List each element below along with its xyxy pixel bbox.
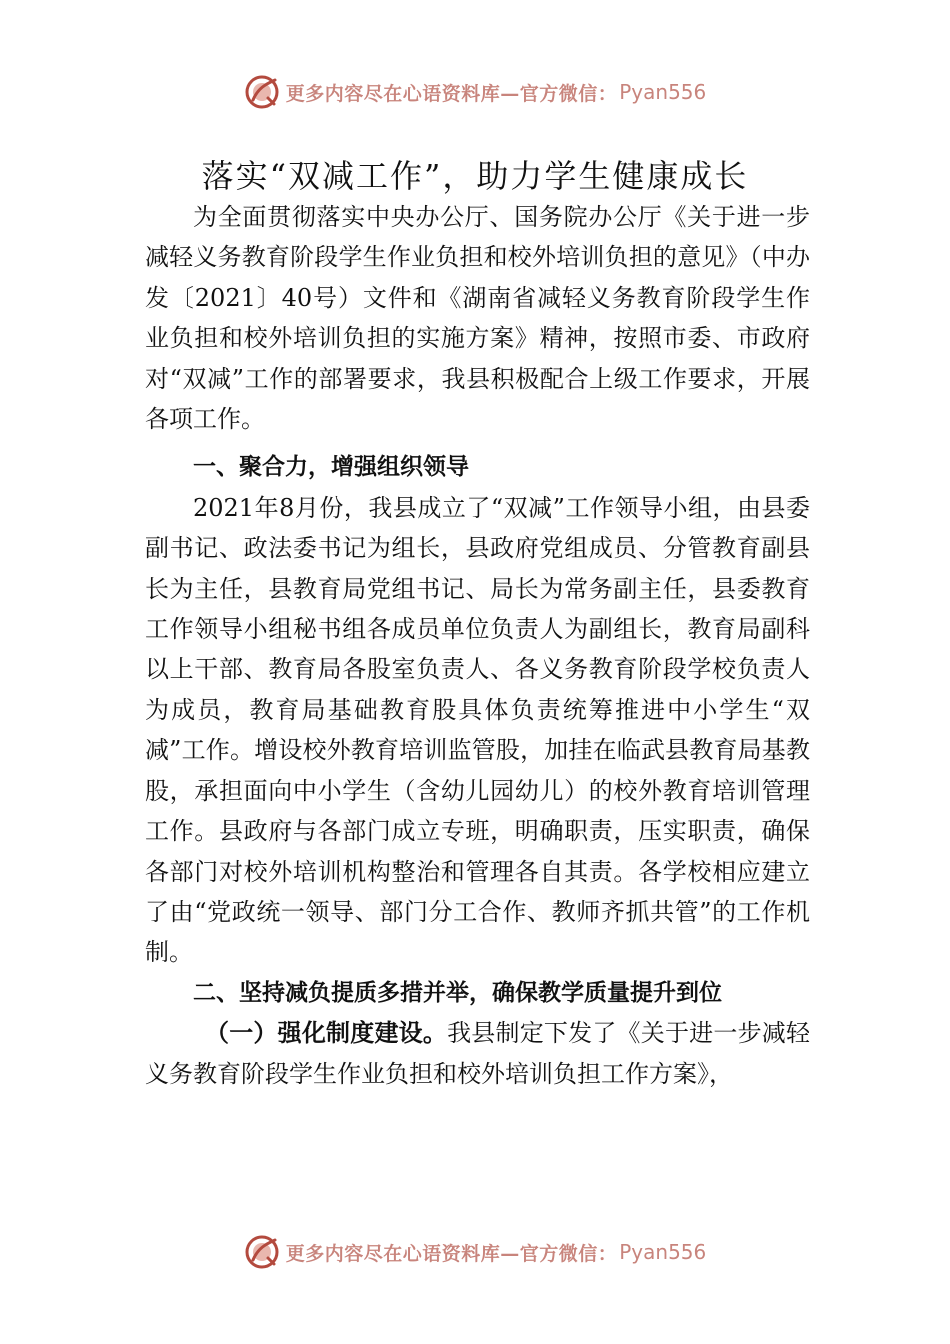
watermark-wechat-id: Pyan556 (619, 80, 707, 104)
brand-logo-icon (244, 74, 280, 110)
bottom-watermark-banner (0, 1232, 950, 1272)
watermark-wechat-id: Pyan556 (619, 1240, 707, 1264)
section-2-heading: 二、坚持减负提质多措并举，确保教学质量提升到位 (193, 979, 722, 1006)
document-body (145, 197, 810, 1094)
intro-paragraph: 为全面贯彻落实中央办公厅、国务院办公厅《关于进一步减轻义务教育阶段学生作业负担和校外培训负担的意见》（中办发〔2021〕40号）文件和《湖南省减轻义务教育阶段学生作业负担和校外培训负担的实施方案》精神，按照市委、市政府对“双减”工作的部署要求，我县积极配合上级工作要求，开展各项工作。 (145, 203, 810, 434)
section-1-paragraph: 2021年8月份，我县成立了“双减”工作领导小组，由县委副书记、政法委书记为组长，县政府党组成员、分管教育副县长为主任，县教育局党组书记、局长为常务副主任，县委教育工作领导小组秘书组各成员单位负责人为副组长，教育局副科以上干部、教育局各股室负责人、各义务教育阶段学校负责人为成员，教育局基础教育股具体负责统筹推进中小学生“双减”工作。增设校外教育培训监管股，加挂在临武县教育局基教股，承担面向中小学生（含幼儿园幼儿）的校外教育培训管理工作。县政府与各部门成立专班，明确职责，压实职责，确保各部门对校外培训机构整治和管理各自其责。各学校相应建立了由“党政统一领导、部门分工合作、教师齐抓共管”的工作机制。 (145, 493, 810, 967)
section-1-heading: 一、聚合力，增强组织领导 (193, 454, 469, 481)
subsection-1-paragraph (145, 1013, 810, 1094)
watermark-text: 更多内容尽在心语资料库—官方微信： (285, 1242, 618, 1265)
watermark-text: 更多内容尽在心语资料库—官方微信： (285, 82, 618, 105)
subsection-1-lead: （一）强化制度建设。 (205, 1019, 448, 1048)
top-watermark-banner (0, 72, 950, 112)
brand-logo-icon (244, 1234, 280, 1270)
subsection-1-body: 我县制定下发了《关于进一步减轻义务教育阶段学生作业负担和校外培训负担工作方案》， (145, 1019, 811, 1088)
document-title: 落实“双减工作”，助力学生健康成长 (201, 157, 749, 196)
